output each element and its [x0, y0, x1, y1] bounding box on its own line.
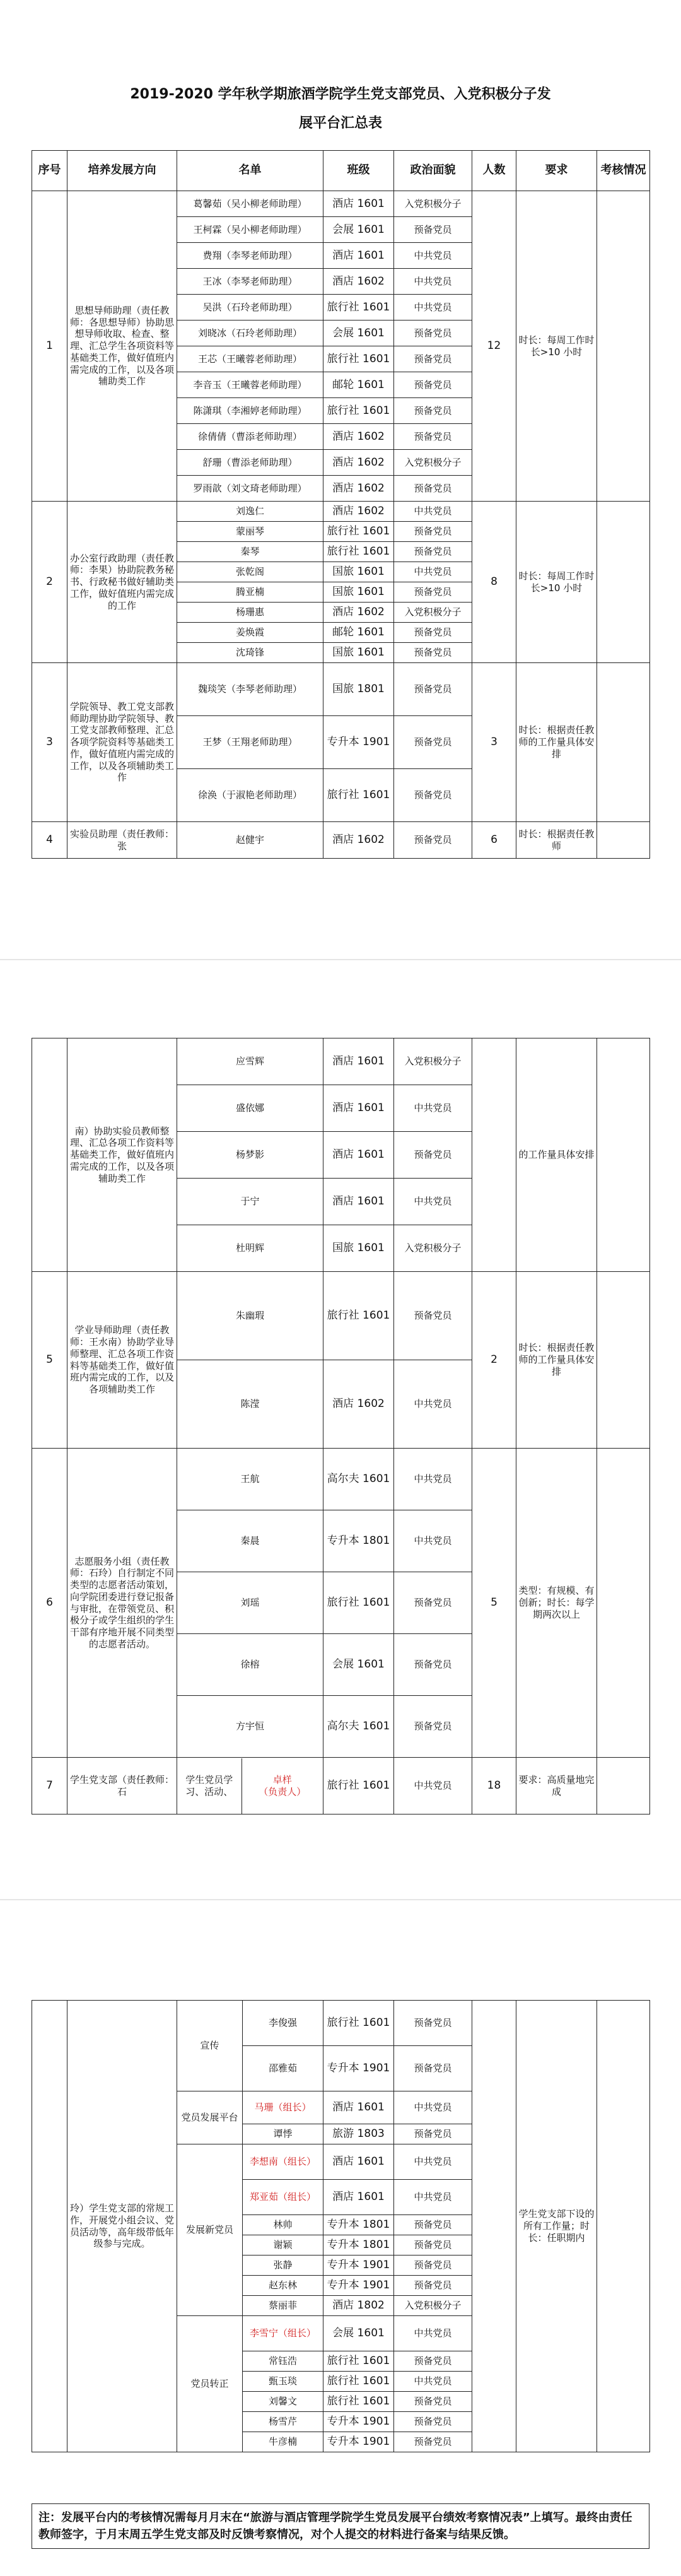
group4-direction: 实验员助理（责任教师：张: [67, 822, 177, 859]
group2-direction: 办公室行政助理（责任教师：李果）协助院教务秘书、行政秘书做好辅助类工作，做好值班内需完成的工作: [67, 502, 177, 663]
member-class: 酒店 1601: [323, 1085, 394, 1132]
member-class: 旅行社 1601: [323, 769, 394, 822]
group7b-assessment: [597, 2001, 650, 2452]
member-political: 预备党员: [394, 398, 472, 424]
member-class: 旅游 1803: [323, 2124, 394, 2144]
member-class: 专升本 1801: [323, 2215, 394, 2235]
member-class: 专升本 1901: [323, 716, 394, 769]
group5-index: 5: [32, 1272, 67, 1449]
member-name: 林帅: [243, 2215, 323, 2235]
member-political: 预备党员: [394, 2432, 472, 2452]
section-label: 党员转正: [177, 2316, 243, 2452]
member-class: 酒店 1601: [323, 2180, 394, 2215]
member-name: 牛彦楠: [243, 2432, 323, 2452]
group2-count: 8: [472, 502, 516, 663]
member-name: 于宁: [177, 1179, 323, 1225]
member-political: 预备党员: [394, 2255, 472, 2276]
member-political: 预备党员: [394, 217, 472, 243]
summary-table-page2: [32, 1038, 649, 1814]
member-political: 预备党员: [394, 2392, 472, 2412]
member-political: 入党积极分子: [394, 191, 472, 217]
member-political: 预备党员: [394, 542, 472, 562]
header-index: 序号: [32, 151, 67, 191]
group3-requirement: 时长：根据责任教师的工作量具体安排: [516, 663, 597, 822]
member-class: 会展 1601: [323, 2316, 394, 2351]
member-name: 王航: [177, 1449, 323, 1510]
member-name: 费翔（李琴老师助理）: [177, 243, 323, 269]
member-name: 方宇恒: [177, 1696, 323, 1758]
member-political: 中共党员: [394, 1510, 472, 1572]
group5-assessment: [597, 1272, 650, 1449]
member-name: 郑亚茹（组长）: [243, 2180, 323, 2215]
table-row: [32, 1038, 650, 1085]
leader-note: （负责人）: [259, 1785, 306, 1797]
member-name: 赵东林: [243, 2276, 323, 2296]
member-name: 刘瑶: [177, 1572, 323, 1634]
member-name: 陈滢: [177, 1360, 323, 1449]
member-political: 预备党员: [394, 769, 472, 822]
member-name: 马珊（组长）: [243, 2091, 323, 2124]
member-name: 徐榕: [177, 1634, 323, 1696]
member-name: 杜明辉: [177, 1225, 323, 1272]
group7b-count: [472, 2001, 516, 2452]
header-count: 人数: [472, 151, 516, 191]
header-direction: 培养发展方向: [67, 151, 177, 191]
group2-index: 2: [32, 502, 67, 663]
member-political: 中共党员: [394, 1449, 472, 1510]
member-class: 旅行社 1601: [323, 398, 394, 424]
member-class: 旅行社 1601: [323, 346, 394, 372]
member-political: 中共党员: [394, 1758, 472, 1814]
group3-count: 3: [472, 663, 516, 822]
member-class: 酒店 1602: [323, 502, 394, 522]
group1-direction: 思想导师助理（责任教师：各思想导师）协助思想导师收取、检查、整理、汇总学生各项资料等基础类工作，做好值班内需完成的工作，以及各项辅助类工作: [67, 191, 177, 502]
member-class: 旅行社 1601: [323, 522, 394, 542]
member-class: 旅行社 1601: [323, 295, 394, 321]
page-separator: [0, 959, 681, 960]
member-name: 常钰浩: [243, 2351, 323, 2372]
member-political: 预备党员: [394, 2001, 472, 2046]
member-name: 王芯（王曦蓉老师助理）: [177, 346, 323, 372]
member-political: 预备党员: [394, 2412, 472, 2432]
member-class: 旅行社 1601: [323, 2001, 394, 2046]
member-political: 入党积极分子: [394, 2296, 472, 2316]
summary-table-page3: [32, 2000, 649, 2452]
member-political: 中共党员: [394, 269, 472, 295]
member-class: 酒店 1601: [323, 1038, 394, 1085]
group6-requirement: 类型：有规模、有创新；时长：每学期两次以上: [516, 1449, 597, 1758]
member-name: 应雪辉: [177, 1038, 323, 1085]
group4-assessment: [597, 822, 650, 859]
member-class: 专升本 1901: [323, 2255, 394, 2276]
member-name: 腾亚楠: [177, 582, 323, 603]
table-row: [32, 191, 650, 217]
member-class: 高尔夫 1601: [323, 1449, 394, 1510]
member-political: 中共党员: [394, 1085, 472, 1132]
member-political: 预备党员: [394, 346, 472, 372]
page-title-line2: 展平台汇总表: [298, 115, 382, 131]
group3-index: 3: [32, 663, 67, 822]
member-class: 酒店 1601: [323, 2144, 394, 2180]
group4-count: 6: [472, 822, 516, 859]
member-political: 预备党员: [394, 623, 472, 643]
group4b-direction: 南）协助实验员教师整理、汇总各项工作资料等基础类工作，做好值班内需完成的工作，以及各项辅助类工作: [67, 1038, 177, 1272]
member-name: 刘晓冰（石玲老师助理）: [177, 321, 323, 346]
member-name: 张乾阁: [177, 562, 323, 582]
member-class: 专升本 1801: [323, 2235, 394, 2255]
table-header-row: [32, 151, 650, 191]
member-political: 预备党员: [394, 582, 472, 603]
group6-count: 5: [472, 1449, 516, 1758]
member-name: 秦琴: [177, 542, 323, 562]
group7b-direction: 玲）学生党支部的常规工作，开展党小组会议、党员活动等，高年级带低年级参与完成。: [67, 2001, 177, 2452]
member-class: 国旅 1601: [323, 582, 394, 603]
table-row: [32, 822, 650, 859]
group3-direction: 学院领导、教工党支部教师助理协助学院领导、教工党支部教师整理、汇总各项学院资料等基础类工作，做好值班内需完成的工作，以及各项辅助类工作: [67, 663, 177, 822]
member-political: 预备党员: [394, 1132, 472, 1179]
group5-direction: 学业导师助理（责任教师：王水南）协助学业导师整理、汇总各项工作资料等基础类工作，做好值班内需完成的工作，以及各项辅助类工作: [67, 1272, 177, 1449]
table-row: [32, 663, 650, 716]
section-label: 宣传: [177, 2001, 243, 2091]
group1-count: 12: [472, 191, 516, 502]
member-political: 中共党员: [394, 2316, 472, 2351]
member-political: 预备党员: [394, 522, 472, 542]
member-political: 预备党员: [394, 822, 472, 859]
table-row: [32, 1272, 650, 1360]
member-class: 邮轮 1601: [323, 372, 394, 398]
member-name: 舒珊（曹添老师助理）: [177, 450, 323, 476]
member-class: 高尔夫 1601: [323, 1696, 394, 1758]
summary-table-page1: [32, 150, 649, 859]
member-name: 李雪宁（组长）: [243, 2316, 323, 2351]
member-name: 沈琦锋: [177, 643, 323, 663]
member-name: 陈潇琪（李湘婷老师助理）: [177, 398, 323, 424]
member-political: 预备党员: [394, 2235, 472, 2255]
leader-name: 卓样: [272, 1773, 292, 1785]
member-political: 预备党员: [394, 2046, 472, 2091]
member-class: 酒店 1601: [323, 191, 394, 217]
group7-name-cell: [177, 1758, 323, 1814]
member-name: 葛馨茹（吴小柳老师助理）: [177, 191, 323, 217]
header-class: 班级: [323, 151, 394, 191]
member-name: 甄玉琰: [243, 2372, 323, 2392]
member-name: 杨珊惠: [177, 603, 323, 623]
group4b-assessment: [597, 1038, 650, 1272]
group6-index: 6: [32, 1449, 67, 1758]
member-political: 预备党员: [394, 476, 472, 502]
group3-assessment: [597, 663, 650, 822]
member-class: 酒店 1602: [323, 603, 394, 623]
header-assessment: 考核情况: [597, 151, 650, 191]
member-political: 中共党员: [394, 243, 472, 269]
member-political: 预备党员: [394, 2124, 472, 2144]
member-political: 入党积极分子: [394, 450, 472, 476]
group5-requirement: 时长：根据责任教师的工作量具体安排: [516, 1272, 597, 1449]
member-class: 国旅 1801: [323, 663, 394, 716]
member-class: 酒店 1602: [323, 822, 394, 859]
table-row: [32, 2001, 650, 2046]
member-class: 专升本 1901: [323, 2432, 394, 2452]
member-class: 酒店 1602: [323, 1360, 394, 1449]
group4b-count: [472, 1038, 516, 1272]
group4-index: 4: [32, 822, 67, 859]
member-class: 旅行社 1601: [323, 1758, 394, 1814]
member-class: 旅行社 1601: [323, 2351, 394, 2372]
section-label: 党员发展平台: [177, 2091, 243, 2144]
member-political: 预备党员: [394, 2215, 472, 2235]
member-class: 会展 1601: [323, 217, 394, 243]
member-class: 酒店 1601: [323, 1132, 394, 1179]
member-class: 会展 1601: [323, 321, 394, 346]
member-political: 预备党员: [394, 372, 472, 398]
member-name: 刘逸仁: [177, 502, 323, 522]
member-name: 邵雅茹: [243, 2046, 323, 2091]
member-class: 国旅 1601: [323, 1225, 394, 1272]
member-political: 预备党员: [394, 424, 472, 450]
member-class: 专升本 1901: [323, 2046, 394, 2091]
member-name: 王冰（李琴老师助理）: [177, 269, 323, 295]
member-political: 预备党员: [394, 321, 472, 346]
member-class: 酒店 1602: [323, 424, 394, 450]
member-name: 盛依娜: [177, 1085, 323, 1132]
member-name: 姜焕霞: [177, 623, 323, 643]
member-political: 中共党员: [394, 2144, 472, 2180]
header-political: 政治面貌: [394, 151, 472, 191]
group7-sub: 学生党员学习、活动、: [177, 1758, 242, 1814]
member-political: 预备党员: [394, 1572, 472, 1634]
group4-requirement: 时长：根据责任教师: [516, 822, 597, 859]
member-name: 刘馨文: [243, 2392, 323, 2412]
member-name: 杨雪芹: [243, 2412, 323, 2432]
member-political: 入党积极分子: [394, 603, 472, 623]
group7-index: 7: [32, 1758, 67, 1814]
group7-leader: [242, 1758, 323, 1814]
member-name: 魏琰笑（李琴老师助理）: [177, 663, 323, 716]
member-political: 中共党员: [394, 1179, 472, 1225]
member-class: 国旅 1601: [323, 643, 394, 663]
table-row: [32, 502, 650, 522]
member-political: 中共党员: [394, 295, 472, 321]
group6-assessment: [597, 1449, 650, 1758]
group6-direction: 志愿服务小组（责任教师：石玲）自行制定不同类型的志愿者活动策划，向学院团委进行登记报备与审批，在带领党员、积极分子或学生组织的学生干部有序地开展不同类型的志愿者活动。: [67, 1449, 177, 1758]
group4b-requirement: 的工作量具体安排: [516, 1038, 597, 1272]
member-name: 李想南（组长）: [243, 2144, 323, 2180]
footnote: 注：发展平台内的考核情况需每月月末在“旅游与酒店管理学院学生党员发展平台绩效考察情况表”上填写。最终由责任教师签字，于月末周五学生党支部及时反馈考察情况，对个人提交的材料进行备案与结果反馈。: [32, 2503, 649, 2549]
member-political: 入党积极分子: [394, 1225, 472, 1272]
group1-index: 1: [32, 191, 67, 502]
member-name: 张静: [243, 2255, 323, 2276]
member-name: 李俊强: [243, 2001, 323, 2046]
member-political: 预备党员: [394, 1634, 472, 1696]
page-separator: [0, 1899, 681, 1900]
member-class: 旅行社 1601: [323, 2372, 394, 2392]
member-political: 中共党员: [394, 502, 472, 522]
header-names: 名单: [177, 151, 323, 191]
member-political: 预备党员: [394, 1272, 472, 1360]
member-class: 酒店 1601: [323, 243, 394, 269]
member-political: 入党积极分子: [394, 1038, 472, 1085]
member-class: 旅行社 1601: [323, 1572, 394, 1634]
member-class: 酒店 1602: [323, 269, 394, 295]
member-class: 会展 1601: [323, 1634, 394, 1696]
member-name: 杨梦影: [177, 1132, 323, 1179]
member-class: 国旅 1601: [323, 562, 394, 582]
member-name: 谭悸: [243, 2124, 323, 2144]
member-political: 中共党员: [394, 2091, 472, 2124]
member-class: 专升本 1801: [323, 1510, 394, 1572]
member-name: 徐倩倩（曹添老师助理）: [177, 424, 323, 450]
group4b-index: [32, 1038, 67, 1272]
member-class: 酒店 1602: [323, 450, 394, 476]
member-class: 专升本 1901: [323, 2412, 394, 2432]
section-label: 发展新党员: [177, 2144, 243, 2316]
member-name: 蒙丽琴: [177, 522, 323, 542]
group2-requirement: 时长：每周工作时长>10 小时: [516, 502, 597, 663]
member-name: 王柯霖（吴小柳老师助理）: [177, 217, 323, 243]
group1-assessment: [597, 191, 650, 502]
member-political: 预备党员: [394, 2351, 472, 2372]
member-name: 朱幽瑕: [177, 1272, 323, 1360]
group5-count: 2: [472, 1272, 516, 1449]
member-class: 酒店 1601: [323, 2091, 394, 2124]
member-class: 酒店 1601: [323, 1179, 394, 1225]
group7b-index: [32, 2001, 67, 2452]
header-requirement: 要求: [516, 151, 597, 191]
member-name: 赵健宇: [177, 822, 323, 859]
member-name: 谢颖: [243, 2235, 323, 2255]
member-political: 预备党员: [394, 663, 472, 716]
member-political: 预备党员: [394, 716, 472, 769]
member-political: 中共党员: [394, 2180, 472, 2215]
member-class: 邮轮 1601: [323, 623, 394, 643]
member-class: 旅行社 1601: [323, 1272, 394, 1360]
member-political: 预备党员: [394, 2276, 472, 2296]
table-row: [32, 1449, 650, 1510]
group7-assessment: [597, 1758, 650, 1814]
member-name: 吴洪（石玲老师助理）: [177, 295, 323, 321]
member-political: 预备党员: [394, 643, 472, 663]
group7-direction: 学生党支部（责任教师：石: [67, 1758, 177, 1814]
page-title-line1: 2019-2020 学年秋学期旅酒学院学生党支部党员、入党积极分子发: [130, 86, 551, 102]
member-name: 罗雨歆（刘文琦老师助理）: [177, 476, 323, 502]
group2-assessment: [597, 502, 650, 663]
member-class: 专升本 1901: [323, 2276, 394, 2296]
member-political: 中共党员: [394, 2372, 472, 2392]
member-name: 徐涣（于淑艳老师助理）: [177, 769, 323, 822]
member-name: 秦晨: [177, 1510, 323, 1572]
member-class: 酒店 1802: [323, 2296, 394, 2316]
group7-count: 18: [472, 1758, 516, 1814]
member-political: 中共党员: [394, 1360, 472, 1449]
group1-requirement: 时长：每周工作时长>10 小时: [516, 191, 597, 502]
group7-requirement: 要求：高质量地完成: [516, 1758, 597, 1814]
member-political: 中共党员: [394, 562, 472, 582]
table-row: [32, 1758, 650, 1814]
member-political: 预备党员: [394, 1696, 472, 1758]
member-class: 酒店 1602: [323, 476, 394, 502]
member-name: 王梦（王翔老师助理）: [177, 716, 323, 769]
member-name: 李音玉（王曦蓉老师助理）: [177, 372, 323, 398]
member-class: 旅行社 1601: [323, 2392, 394, 2412]
member-class: 旅行社 1601: [323, 542, 394, 562]
member-name: 蔡丽菲: [243, 2296, 323, 2316]
group7b-requirement: 学生党支部下设的所有工作量；时长：任职期内: [516, 2001, 597, 2452]
